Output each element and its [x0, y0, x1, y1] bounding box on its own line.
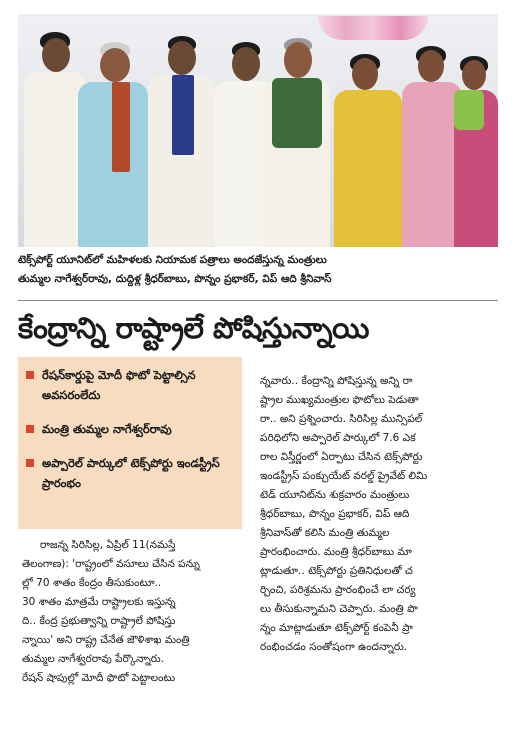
- text-line: ట్లాడుతూ.. టెక్స్‌పోర్టు ప్రతినిధులతో చ: [260, 565, 413, 577]
- text-line: రాల విస్తీర్ణంలో ఏర్పాటు చేసిన టెక్స్‌పోర్టు: [260, 451, 423, 463]
- text-line: ది.. కేంద్ర ప్రభుత్వాన్ని రాష్ట్రాలే పోషిస్తు: [22, 615, 176, 627]
- stage-banner: [318, 16, 428, 40]
- text-line: తెలంగాణ): 'రాష్ట్రంలో వసూలు చేసిన పన్ను: [22, 558, 200, 570]
- text-line: రా.. అని ప్రశ్నించారు. సిరిసిల్ల మున్సిపల్: [260, 413, 423, 425]
- photo-caption: [18, 251, 498, 289]
- text-line: న్నాయి' అని రాష్ట్ర చేనేత జౌళిశాఖ మంత్రి: [22, 634, 190, 646]
- text-line: శ్రీనివాస్‌తో కలిసి మంత్రి తుమ్మల: [260, 527, 390, 539]
- text-line: ప్రారంభించారు. మంత్రి శ్రీధర్‌బాబు మా: [260, 546, 412, 558]
- text-line: న్నవారు.. కేంద్రాన్ని పోషిస్తున్న అన్ని రా: [260, 375, 413, 387]
- text-line: ఇండస్ట్రీస్ పంక్చుయేట్ వరల్డ్ ప్రైవేట్ లిమి: [260, 470, 428, 482]
- text-line: ల్లో 70 శాతం కేంద్రం తీసుకుంటూ..: [22, 577, 162, 589]
- text-line: రంభించడం సంతోషంగా ఉందన్నారు.: [260, 641, 408, 653]
- text-line: రాజన్న సిరిసిల్ల, ఏప్రిల్ 11(నమస్తే: [40, 539, 176, 551]
- bullet-icon: [26, 459, 34, 467]
- text-line: తుమ్మల నాగేశ్వరరావు పేర్కొన్నారు.: [22, 653, 164, 665]
- text-line: న్నం మాట్లాడుతూ టెక్స్‌పోర్ట్ కంపెనీ ప్రా: [260, 622, 413, 634]
- divider: [18, 300, 498, 301]
- highlights-box: [18, 357, 242, 529]
- news-photo: [18, 14, 498, 247]
- caption-line: తుమ్మల నాగేశ్వర్‌రావు, దుద్దిళ్ల శ్రీధర్‌బాబు, పొన్నం ప్రభాకర్, విప్ ఆది శ్రీనివాస్: [18, 273, 332, 285]
- text-line: 30 శాతం మాత్రమే రాష్ట్రాలకు ఇస్తున్న: [22, 596, 176, 608]
- text-line: టెడ్ యూనిట్‌ను శుక్రవారం మంత్రులు: [260, 489, 410, 501]
- text-line: రేషన్ షాపుల్లో మోదీ ఫొటో పెట్టాలంటు: [22, 672, 176, 684]
- text-line: లు తీసుకున్నామని చెప్పారు. మంత్రి పొ: [260, 603, 418, 615]
- article-column-left: [22, 536, 244, 688]
- article-column-right: [260, 372, 498, 657]
- headline: కేంద్రాన్ని రాష్ట్రాలే పోషిస్తున్నాయి: [18, 311, 369, 345]
- bullet-icon: [26, 371, 34, 379]
- text-line: ర్చించి, పరిశ్రమను ప్రారంభించే లా చర్య: [260, 584, 416, 596]
- highlight-item: రేషన్‌కార్డుపై మోదీ ఫొటో పెట్టాల్సిన అవసరంలేదు: [26, 365, 238, 405]
- text-line: ష్ట్రాల ముఖ్యమంత్రుల ఫొటోలు పెడుతా: [260, 394, 419, 406]
- highlight-item: మంత్రి తుమ్మల నాగేశ్వర్‌రావు: [26, 419, 238, 439]
- caption-line: టెక్స్‌పోర్ట్ యూనిట్‌లో మహిళలకు నియామక పత్రాలు అందజేస్తున్న మంత్రులు: [18, 254, 327, 266]
- text-line: శ్రీధర్‌బాబు, పొన్నం ప్రభాకర్, విప్ ఆది: [260, 508, 410, 520]
- bullet-icon: [26, 425, 34, 433]
- text-line: పరిధిలోని అప్పారెల్ పార్కులో 7.6 ఎక: [260, 432, 416, 444]
- highlight-item: అప్పారెల్ పార్కులో టెక్స్‌పోర్టు ఇండస్ట్రీస్ ప్రారంభం: [26, 453, 238, 493]
